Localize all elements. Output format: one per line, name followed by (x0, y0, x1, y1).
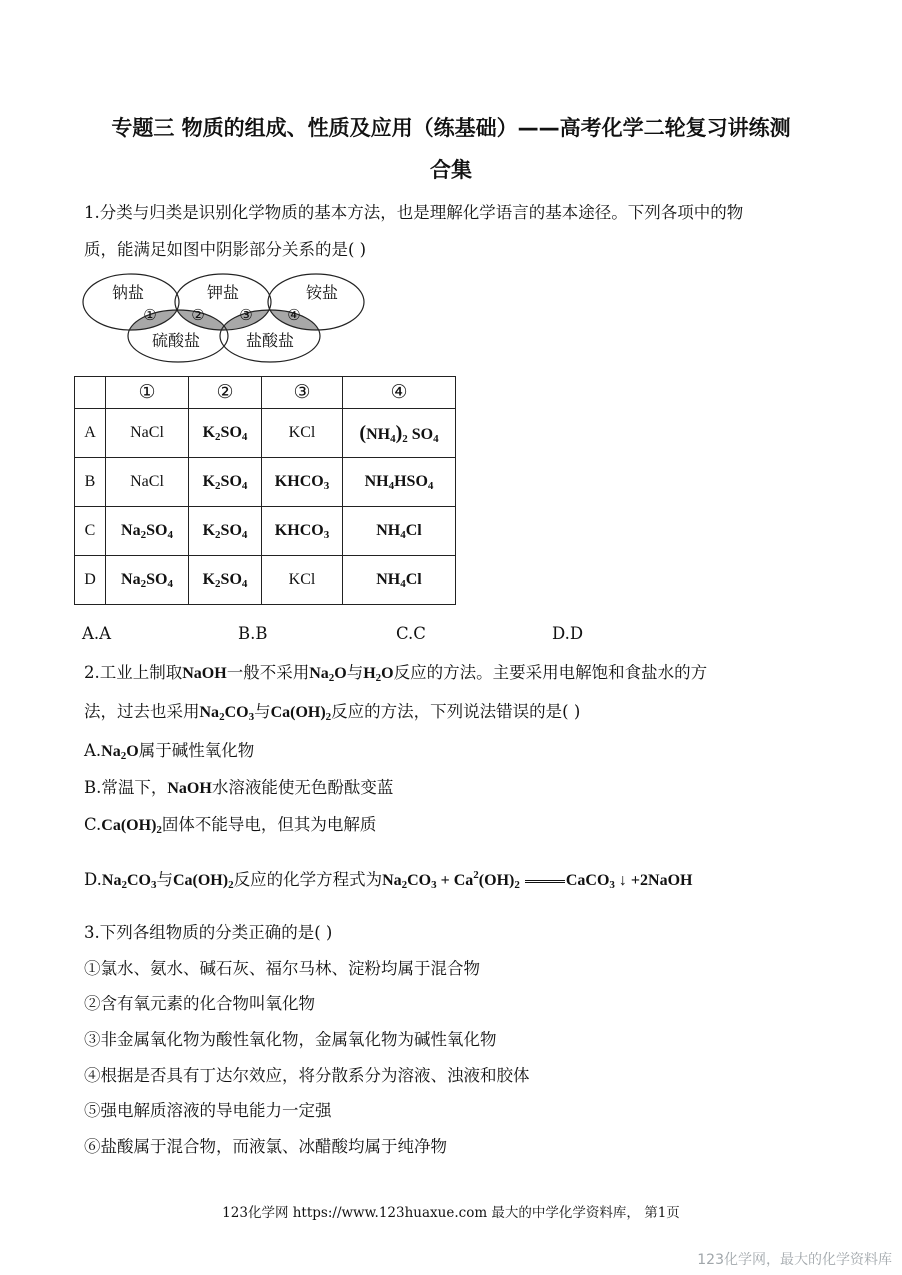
table-header-cell: ③ (262, 377, 343, 409)
table-row (75, 507, 456, 556)
q2-stem-line1: 2.工业上制取NaOH一般不采用$Na_2O$与$H_2O$反应的方法。主要采用电解饱和食盐水的方 (84, 663, 708, 684)
formula-h2o: $H_2O$ (363, 665, 394, 684)
q3-item-1: ①氯水、氨水、碱石灰、福尔马林、淀粉均属于混合物 (84, 959, 480, 978)
venn-mark-1: ① (143, 306, 157, 324)
table-header-cell: ① (106, 377, 189, 409)
venn-diagram (78, 268, 378, 368)
formula-cell: $NH_4Cl$ (343, 507, 456, 556)
formula-cell: $NH_4HSO_4$ (343, 458, 456, 507)
q1-option-a: A.A (82, 624, 112, 643)
formula-caoh2: $Ca(OH)_2$ (270, 704, 332, 723)
formula-cell: $NH_4Cl$ (343, 556, 456, 605)
venn-label-ammonium-salt: 铵盐 (305, 283, 339, 302)
q1-option-d: D.D (552, 624, 584, 643)
table-header-cell: ② (189, 377, 262, 409)
formula-cell: $K_2SO_4$ (189, 507, 262, 556)
venn-label-sodium-salt: 钠盐 (111, 283, 145, 302)
table-cell: NaCl (106, 458, 189, 507)
formula-cell: $KHCO_3$ (262, 458, 343, 507)
formula-cell: $Na_2SO_4$ (106, 507, 189, 556)
table-row (75, 409, 456, 458)
table-header-cell (75, 377, 106, 409)
row-label: C (75, 507, 106, 556)
q3-item-6: ⑥盐酸属于混合物，而液氯、冰醋酸均属于纯净物 (84, 1137, 447, 1156)
q1-option-c: C.C (396, 624, 426, 643)
q2-option-c: $C.Ca(OH)_2$固体不能导电，但其为电解质 (84, 815, 377, 836)
table-header-row (75, 377, 456, 409)
formula-cell: $K_2SO_4$ (189, 556, 262, 605)
q2-stem-line2: 法，过去也采用$Na_2CO_3$与$Ca(OH)_2$反应的方法，下列说法错误的是( ) (84, 702, 581, 723)
q3-stem: 3.下列各组物质的分类正确的是( ) (84, 923, 333, 942)
row-label: B (75, 458, 106, 507)
table-row (75, 556, 456, 605)
table-header-cell: ④ (343, 377, 456, 409)
q3-item-4: ④根据是否具有丁达尔效应，将分散系分为溶液、浊液和胶体 (84, 1066, 530, 1085)
table-row (75, 458, 456, 507)
page-title-continued: 合集 (430, 158, 472, 182)
formula-naoh: NaOH (182, 665, 227, 682)
venn-label-chloride: 盐酸盐 (245, 331, 295, 350)
table-cell: KCl (262, 556, 343, 605)
q3-item-3: ③非金属氧化物为酸性氧化物，金属氧化物为碱性氧化物 (84, 1030, 497, 1049)
formula-cell: $K_2SO_4$ (189, 458, 262, 507)
page-footer: 123化学网 https://www.123huaxue.com 最大的中学化学资料库， 第1页 (222, 1205, 680, 1221)
q1-options-table (74, 376, 456, 605)
formula-cell: $Na_2SO_4$ (106, 556, 189, 605)
row-label: D (75, 556, 106, 605)
venn-mark-4: ④ (287, 306, 301, 324)
q3-item-5: ⑤强电解质溶液的导电能力一定强 (84, 1101, 332, 1120)
venn-label-potassium-salt: 钾盐 (206, 283, 240, 302)
q1-stem-line1: 1.分类与归类是识别化学物质的基本方法，也是理解化学语言的基本途径。下列各项中的物 (84, 203, 744, 222)
formula-na2o: $Na_2O$ (309, 665, 347, 684)
watermark: 123化学网，最大的化学资料库 (697, 1252, 892, 1268)
formula-na2co3: $Na_2CO_3$ (199, 704, 255, 723)
venn-mark-2: ② (191, 306, 205, 324)
formula-cell: $KHCO_3$ (262, 507, 343, 556)
formula-cell: $(NH_4)_2$ $SO_4$ (343, 409, 456, 458)
venn-mark-3: ③ (239, 306, 253, 324)
q3-item-2: ②含有氧元素的化合物叫氧化物 (84, 994, 315, 1013)
q1-stem-line2: 质，能满足如图中阴影部分关系的是( ) (84, 240, 367, 259)
table-cell: NaCl (106, 409, 189, 458)
q2-option-a: $A.Na_2O$属于碱性氧化物 (84, 741, 255, 762)
q1-option-b: B.B (238, 624, 268, 643)
table-cell: KCl (262, 409, 343, 458)
q2-option-b: B.常温下，NaOH水溶液能使无色酚酞变蓝 (84, 778, 394, 797)
formula-cell: $K_2SO_4$ (189, 409, 262, 458)
page-title: 专题三 物质的组成、性质及应用（练基础）——高考化学二轮复习讲练测 (111, 116, 791, 140)
venn-label-sulfate: 硫酸盐 (151, 331, 201, 350)
row-label: A (75, 409, 106, 458)
chemical-equation: $Na_2CO_3 + Ca^2(OH)_2$ CaCO$_3$ ↓ +2NaOH (382, 869, 693, 891)
q2-option-d: $D.Na_2CO_3$与$Ca(OH)_2$反应的化学方程式为$Na_2CO_3 + Ca^2(OH)_2$ CaCO$_3$ ↓ +2NaOH (84, 869, 693, 891)
